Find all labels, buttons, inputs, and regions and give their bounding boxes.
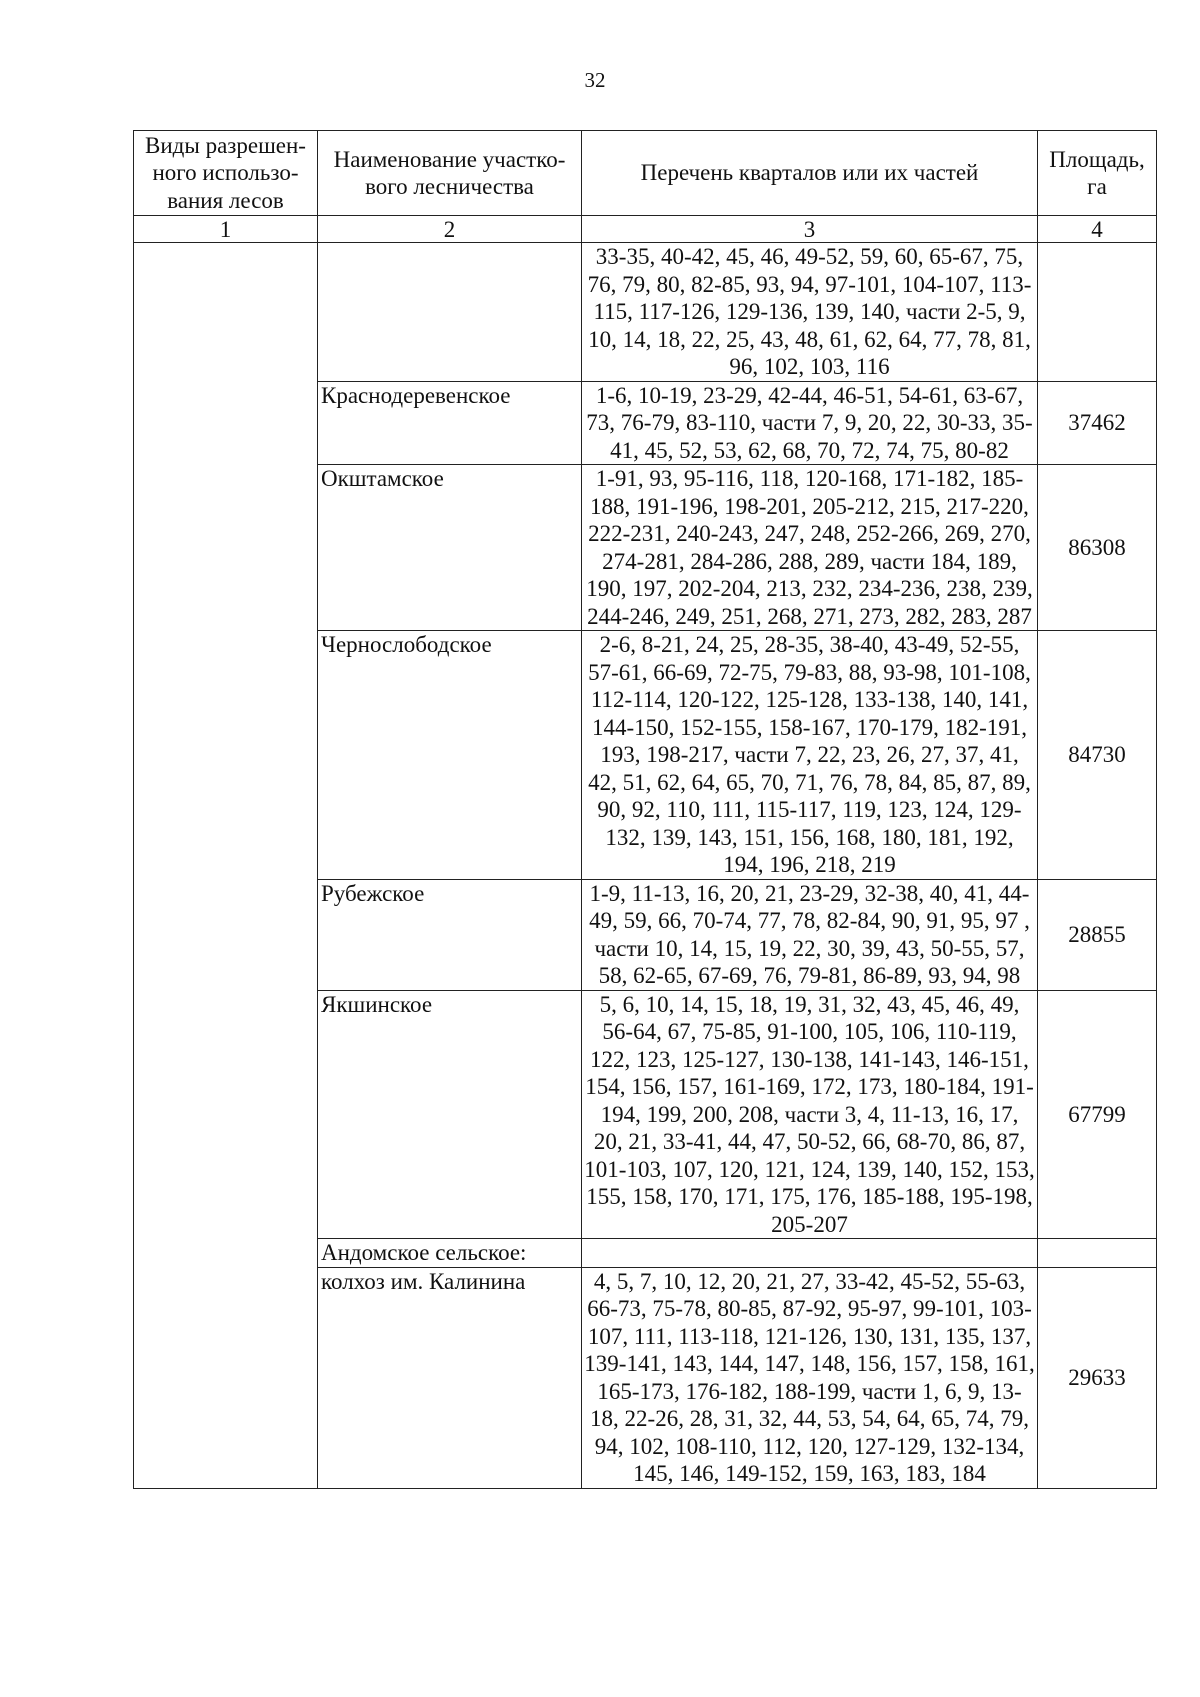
forestry-name-cell: Чернослободское [318,631,582,880]
forestry-name-cell: колхоз им. Калинина [318,1267,582,1488]
column-number: 2 [318,216,582,243]
quarters-cell: 2-6, 8-21, 24, 25, 28-35, 38-40, 43-49, 52-55, 57-61, 66-69, 72-75, 79-83, 88, 93-98, 101-108, 112-114, 120-122, 125-128, 133-138, 140, 141, 144-150, 152-155, 158-167, 170-179, 182-191, 193, 198-217, части 7, 22, 23, 26, 27, 37, 41, 42, 51, 62, 64, 65, 70, 71, 76, 78, 84, 85, 87, 89, 90, 92, 110, 111, 115-117, 119, 123, 124, 129-132, 139, 143, 151, 156, 168, 180, 181, 192, 194, 196, 218, 219 [582,631,1038,880]
area-cell [1038,243,1157,382]
quarters-cell: 5, 6, 10, 14, 15, 18, 19, 31, 32, 43, 45, 46, 49, 56-64, 67, 75-85, 91-100, 105, 106, 110-119, 122, 123, 125-127, 130-138, 141-143, 146-151, 154, 156, 157, 161-169, 172, 173, 180-184, 191-194, 199, 200, 208, части 3, 4, 11-13, 16, 17, 20, 21, 33-41, 44, 47, 50-52, 66, 68-70, 86, 87, 101-103, 107, 120, 121, 124, 139, 140, 152, 153, 155, 158, 170, 171, 175, 176, 185-188, 195-198, 205-207 [582,990,1038,1239]
area-cell: 28855 [1038,879,1157,990]
quarters-cell: 1-9, 11-13, 16, 20, 21, 23-29, 32-38, 40, 41, 44-49, 59, 66, 70-74, 77, 78, 82-84, 90, 91, 95, 97 , части 10, 14, 15, 19, 22, 30, 39, 43, 50-55, 57, 58, 62-65, 67-69, 76, 79-81, 86-89, 93, 94, 98 [582,879,1038,990]
area-cell: 29633 [1038,1267,1157,1488]
permitted-use-cell [134,243,318,1489]
quarters-cell: 1-91, 93, 95-116, 118, 120-168, 171-182, 185-188, 191-196, 198-201, 205-212, 215, 217-220, 222-231, 240-243, 247, 248, 252-266, 269, 270, 274-281, 284-286, 288, 289, части 184, 189, 190, 197, 202-204, 213, 232, 234-236, 238, 239, 244-246, 249, 251, 268, 271, 273, 282, 283, 287 [582,465,1038,631]
column-number: 1 [134,216,318,243]
forestry-name-cell: Якшинское [318,990,582,1239]
header-permitted-use: Виды разрешен-ного использо-вания лесов [134,131,318,216]
page-number: 32 [584,68,606,92]
quarters-cell [582,1239,1038,1268]
area-cell [1038,1239,1157,1268]
forestry-name-cell: Рубежское [318,879,582,990]
area-cell: 37462 [1038,381,1157,465]
header-area: Площадь, га [1038,131,1157,216]
forestry-name-cell: Окштамское [318,465,582,631]
table-row [134,243,1157,382]
quarters-cell: 33-35, 40-42, 45, 46, 49-52, 59, 60, 65-67, 75, 76, 79, 80, 82-85, 93, 94, 97-101, 104-107, 113-115, 117-126, 129-136, 139, 140, части 2-5, 9, 10, 14, 18, 22, 25, 43, 48, 61, 62, 64, 77, 78, 81, 96, 102, 103, 116 [582,243,1038,382]
header-forestry-name: Наименование участко-вого лесничества [318,131,582,216]
area-cell: 84730 [1038,631,1157,880]
forest-quarters-table [133,130,1157,1489]
header-row [134,131,1157,216]
column-number: 3 [582,216,1038,243]
forestry-name-cell [318,243,582,382]
column-number: 4 [1038,216,1157,243]
quarters-cell: 4, 5, 7, 10, 12, 20, 21, 27, 33-42, 45-52, 55-63, 66-73, 75-78, 80-85, 87-92, 95-97, 99-101, 103-107, 111, 113-118, 121-126, 130, 131, 135, 137, 139-141, 143, 144, 147, 148, 156, 157, 158, 161, 165-173, 176-182, 188-199, части 1, 6, 9, 13-18, 22-26, 28, 31, 32, 44, 53, 54, 64, 65, 74, 79, 94, 102, 108-110, 112, 120, 127-129, 132-134, 145, 146, 149-152, 159, 163, 183, 184 [582,1267,1038,1488]
area-cell: 67799 [1038,990,1157,1239]
column-number-row [134,216,1157,243]
header-quarters-list: Перечень кварталов или их частей [582,131,1038,216]
forestry-name-cell: Краснодеревенское [318,381,582,465]
quarters-cell: 1-6, 10-19, 23-29, 42-44, 46-51, 54-61, 63-67, 73, 76-79, 83-110, части 7, 9, 20, 22, 30-33, 35-41, 45, 52, 53, 62, 68, 70, 72, 74, 75, 80-82 [582,381,1038,465]
forestry-name-cell: Андомское сельское: [318,1239,582,1268]
area-cell: 86308 [1038,465,1157,631]
